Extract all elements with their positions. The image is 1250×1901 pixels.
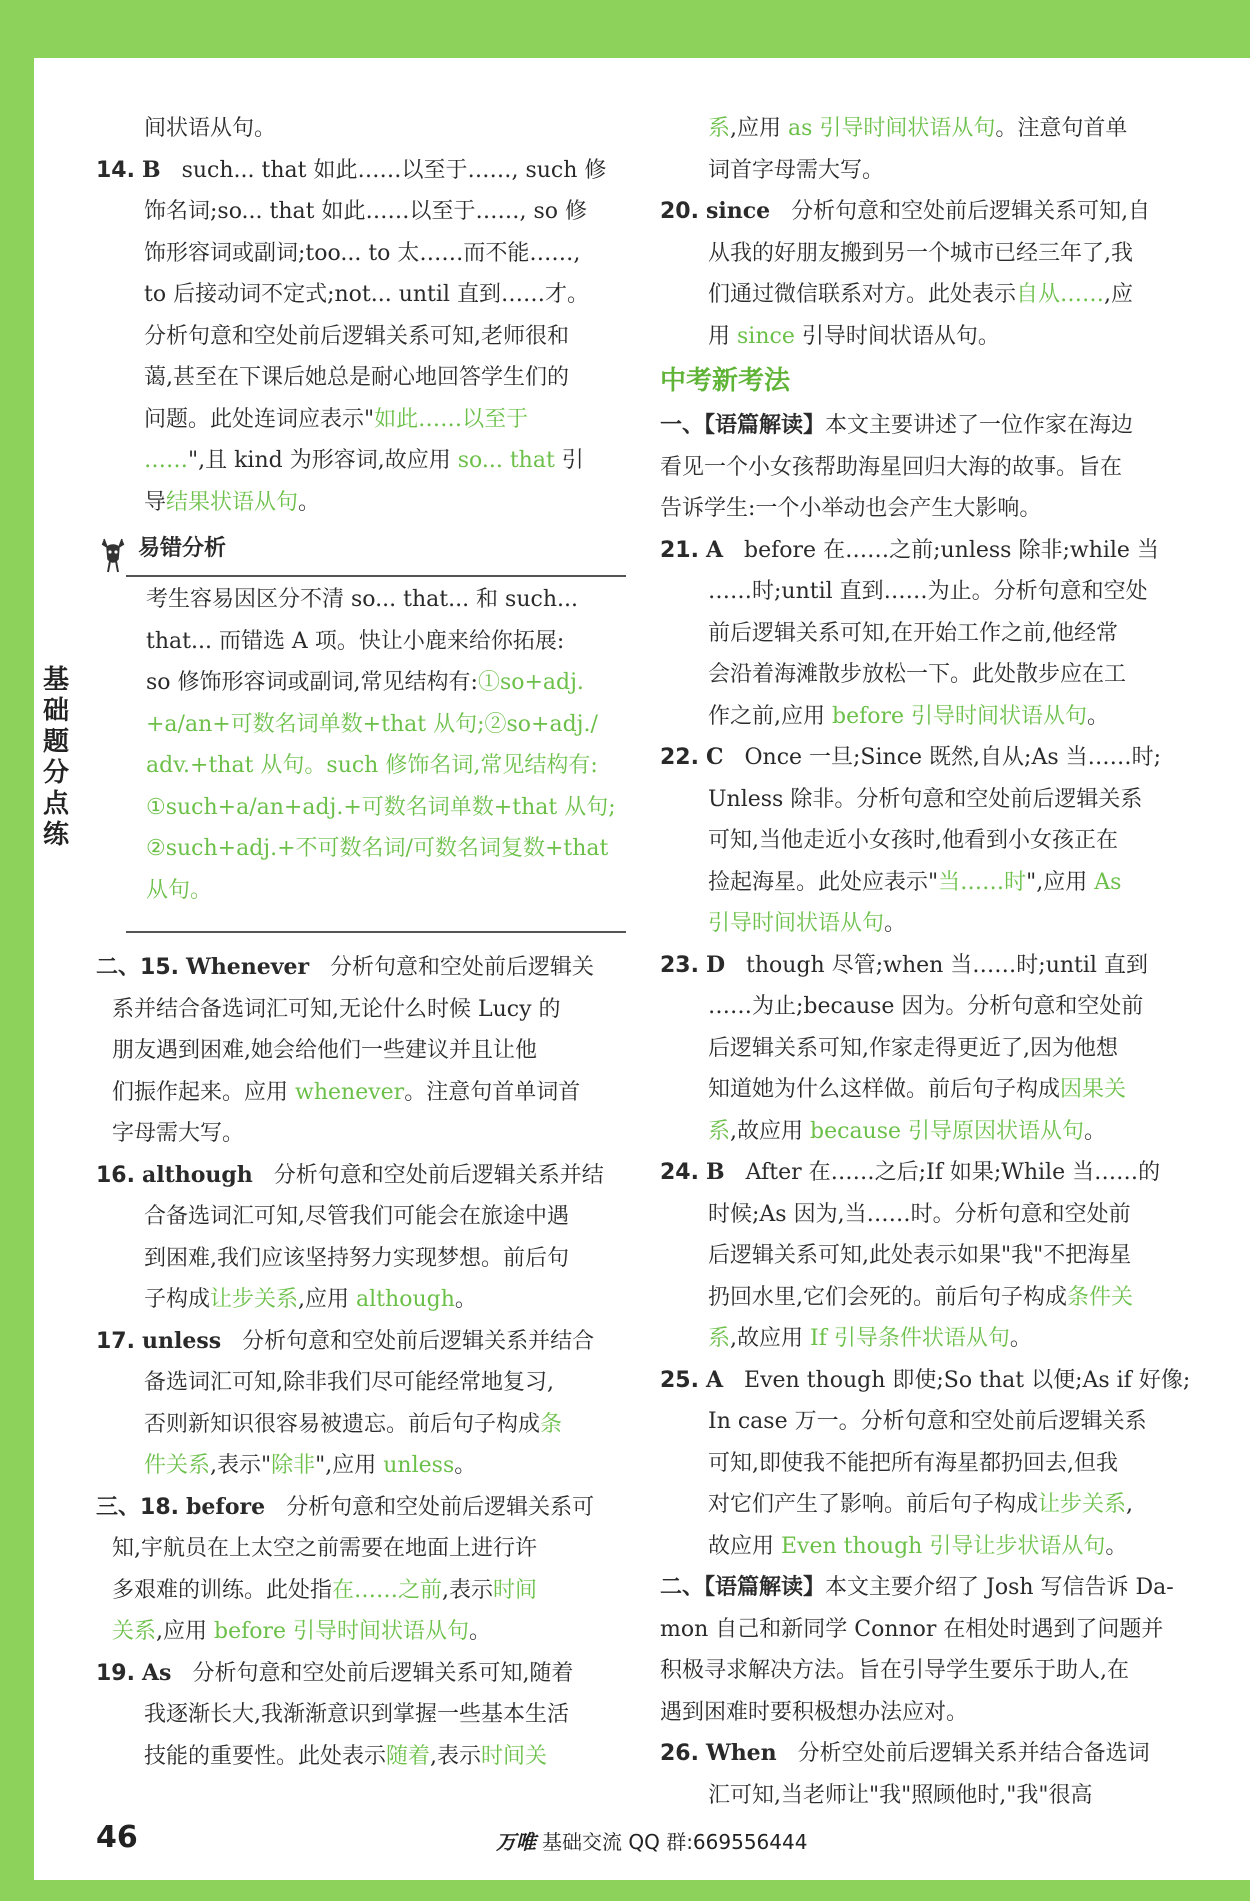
answer-14 [96, 150, 626, 192]
text-line: 后逻辑关系可知,此处表示如果"我"不把海星 [708, 1243, 1132, 1268]
text-line: 作之前,应用 before 引导时间状语从句。 [708, 703, 1110, 729]
answer-key: B [141, 156, 161, 183]
highlight: although [356, 1287, 455, 1312]
answer-26: 26. When 分析空处前后逻辑关系并结合备选词 [660, 1740, 1150, 1766]
answer-key: before [186, 1493, 266, 1520]
highlight: whenever [295, 1079, 405, 1105]
question-number: 23. [660, 952, 699, 978]
text-line: 们振作起来。应用 whenever。注意句首单词首 [112, 1079, 581, 1105]
bottom-band [0, 1880, 1250, 1901]
text-line: 朋友遇到困难,她会给他们一些建议并且让他 [112, 1038, 537, 1063]
text-line: ……",且 kind 为形容词,故应用 so... that 引 [144, 448, 584, 473]
text-line: 捡起海星。此处应表示"当……时",应用 As [708, 869, 1122, 895]
deer-icon [96, 535, 130, 573]
question-number: 26. [660, 1741, 699, 1766]
section-number: 三、 [96, 1494, 141, 1520]
section-title: 中考新考法 [660, 366, 791, 396]
error-analysis-title: 易错分析 [138, 535, 227, 561]
answer-19: 19. As 分析句意和空处前后逻辑关系可知,随着 [96, 1659, 574, 1686]
text-line: 们通过微信联系对方。此处表示自从……,应 [708, 282, 1134, 307]
text-line: 汇可知,当老师让"我"照顾他时,"我"很高 [708, 1782, 1093, 1808]
footer-text: 基础交流 QQ 群:669556444 [542, 1830, 808, 1854]
left-band [0, 0, 34, 1901]
error-analysis-box [96, 533, 626, 933]
text-line: 子构成让步关系,应用 although。 [144, 1287, 477, 1312]
error-analysis-header [96, 533, 626, 573]
text-line: 对它们产生了影响。前后句子构成让步关系, [708, 1492, 1134, 1517]
answer-key: A [705, 536, 724, 563]
text-line: +a/an+可数名词单数+that 从句;②so+adj./ [146, 711, 598, 737]
text-line: 扔回水里,它们会死的。前后句子构成条件关 [708, 1284, 1134, 1310]
text-line: 多艰难的训练。此处指在……之前,表示时间 [112, 1577, 538, 1603]
text-line: Unless 除非。分析句意和空处前后逻辑关系 [708, 786, 1143, 812]
highlight: 如此……以至于 [374, 406, 529, 432]
question-number: 17. [96, 1328, 135, 1354]
text-line: 系并结合备选词汇可知,无论什么时候 Lucy 的 [112, 996, 561, 1022]
text-line: that... 而错选 A 项。快让小鹿来给你拓展: [146, 628, 565, 654]
answer-25: 25. A Even though 即使;So that 以便;As if 好像; [660, 1366, 1191, 1393]
text-line: ……为止;because 因为。分析句意和空处前 [708, 994, 1144, 1019]
text-line: 词首字母需大写。 [708, 157, 885, 183]
text-line: 间状语从句。 [144, 116, 277, 141]
text-line: 时候;As 因为,当……时。分析句意和空处前 [708, 1201, 1131, 1227]
text-line: 积极寻求解决方法。旨在引导学生要乐于助人,在 [660, 1658, 1129, 1683]
text-line: so 修饰形容词或副词,常见结构有:①so+adj. [146, 670, 584, 695]
text-line: 备选词汇可知,除非我们尽可能经常地复习, [144, 1370, 554, 1395]
text-line: 看见一个小女孩帮助海星回归大海的故事。旨在 [660, 454, 1123, 480]
answer-key: although [141, 1161, 253, 1188]
text-line: 字母需大写。 [112, 1121, 245, 1146]
page-number: 46 [96, 1820, 138, 1855]
top-band [0, 0, 1250, 58]
text-line: 问题。此处连词应表示"如此……以至于 [144, 406, 529, 432]
side-tab-label: 基础题分点练 [42, 665, 69, 850]
answer-key: Whenever [186, 954, 310, 980]
text-line: 遇到困难时要积极想办法应对。 [660, 1699, 969, 1725]
highlight: 条 [540, 1411, 563, 1437]
text-line: 分析句意和空处前后逻辑关系可知,老师很和 [144, 323, 569, 349]
answer-key: C [705, 744, 724, 770]
text-line: to 后接动词不定式;not... until 直到……才。 [144, 282, 589, 307]
answer-17: 17. unless 分析句意和空处前后逻辑关系并结合 [96, 1327, 595, 1354]
text-line: adv.+that 从句。such 修饰名词,常见结构有: [146, 753, 598, 778]
text-line: 关系,应用 before 引导时间状语从句。 [112, 1619, 492, 1644]
question-number: 25. [660, 1367, 699, 1393]
text-line: 件关系,表示"除非",应用 unless。 [144, 1453, 477, 1478]
text-line: 知,宇航员在上太空之前需要在地面上进行许 [112, 1536, 537, 1561]
question-number: 19. [96, 1660, 135, 1686]
text-line: 故应用 Even though 引导让步状语从句。 [708, 1533, 1128, 1559]
text-line: 从句。 [146, 877, 213, 903]
divider [126, 931, 626, 933]
text-line: 系,应用 as 引导时间状语从句。注意句首单 [708, 116, 1128, 141]
text-line: In case 万一。分析句意和空处前后逻辑关系 [708, 1409, 1147, 1434]
text-line: 可知,即使我不能把所有海星都扔回去,但我 [708, 1450, 1118, 1476]
answer-20: 20. since 分析句意和空处前后逻辑关系可知,自 [660, 198, 1151, 224]
highlight: ①so+adj. [477, 670, 584, 695]
section-number: 二、 [96, 955, 141, 980]
highlight: so... that [457, 448, 555, 473]
text-line: 告诉学生:一个小举动也会产生大影响。 [660, 496, 1042, 521]
answer-key: B [705, 1159, 725, 1185]
answer-key: A [705, 1366, 724, 1393]
text-line: 前后逻辑关系可知,在开始工作之前,他经常 [708, 620, 1118, 646]
page-footer [96, 1820, 1196, 1860]
answer-23: 23. D though 尽管;when 当……时;until 直到 [660, 951, 1148, 978]
text-line: ①such+a/an+adj.+可数名词单数+that 从句; [146, 794, 616, 820]
question-number: 21. [660, 537, 699, 563]
text-line: 到困难,我们应该坚持努力实现梦想。前后句 [144, 1245, 569, 1271]
text-line: ……时;until 直到……为止。分析句意和空处 [708, 579, 1148, 604]
text-line: 会沿着海滩散步放松一下。此处散步应在工 [708, 662, 1127, 687]
left-column [96, 108, 626, 1777]
passage-summary: 一、【语篇解读】本文主要讲述了一位作家在海边 [660, 413, 1134, 438]
text-line: 饰名词;so... that 如此……以至于……, so 修 [144, 199, 588, 224]
text-line: 后逻辑关系可知,作家走得更近了,因为他想 [708, 1035, 1118, 1061]
footer-brand [496, 1826, 807, 1855]
text-line: 考生容易因区分不清 so... that... 和 such... [146, 587, 578, 612]
answer-key: since [705, 198, 771, 224]
text-line: 引导时间状语从句。 [708, 911, 907, 936]
answer-16: 16. although 分析句意和空处前后逻辑关系并结 [96, 1161, 604, 1188]
question-number: 15. [140, 955, 179, 980]
text-line: 系,故应用 If 引导条件状语从句。 [708, 1326, 1032, 1351]
question-number: 18. [140, 1494, 179, 1520]
text-line: mon 自己和新同学 Connor 在相处时遇到了问题并 [660, 1616, 1164, 1642]
question-number: 14. [96, 157, 135, 183]
error-analysis-body [96, 577, 626, 911]
question-number: 24. [660, 1160, 699, 1185]
text-line: ②such+adj.+不可数名词/可数名词复数+that [146, 836, 609, 861]
text-line: 从我的好朋友搬到另一个城市已经三年了,我 [708, 240, 1133, 266]
question-number: 16. [96, 1162, 135, 1188]
right-column [660, 108, 1200, 1816]
answer-18: 三、18. before 分析句意和空处前后逻辑关系可 [96, 1493, 595, 1520]
answer-15: 二、15. Whenever 分析句意和空处前后逻辑关 [96, 954, 595, 980]
answer-24: 24. B After 在……之后;If 如果;While 当……的 [660, 1159, 1161, 1185]
text-line: 饰形容词或副词;too... to 太……而不能……, [144, 240, 581, 266]
text-line: 合备选词汇可知,尽管我们可能会在旅途中遇 [144, 1204, 569, 1229]
text-line: 否则新知识很容易被遗忘。前后句子构成条 [144, 1411, 563, 1437]
passage-tag: 【语篇解读】 [704, 413, 826, 438]
passage-tag: 【语篇解读】 [704, 1575, 826, 1600]
text-line: 用 since 引导时间状语从句。 [708, 323, 1000, 349]
text-line: 导结果状语从句。 [144, 489, 321, 515]
text-line: 蔼,甚至在下课后她总是耐心地回答学生们的 [144, 365, 569, 390]
text-line: 可知,当他走近小女孩时,他看到小女孩正在 [708, 828, 1118, 853]
answer-key: unless [141, 1327, 222, 1354]
question-number: 22. [660, 745, 699, 770]
answer-key: As [141, 1659, 172, 1686]
passage-summary: 二、【语篇解读】本文主要介绍了 Josh 写信告诉 Da- [660, 1575, 1174, 1600]
answer-key: When [705, 1740, 777, 1766]
answer-key: D [705, 951, 726, 978]
answer-22: 22. C Once 一旦;Since 既然,自从;As 当……时; [660, 744, 1162, 770]
highlight: 让步关系 [210, 1287, 299, 1312]
text-line: 知道她为什么这样做。前后句子构成因果关 [708, 1077, 1127, 1102]
text-line: 我逐渐长大,我渐渐意识到掌握一些基本生活 [144, 1702, 569, 1727]
text-line: such... that 如此……以至于……, such 修 [181, 157, 607, 183]
answer-21: 21. A before 在……之前;unless 除非;while 当 [660, 536, 1159, 563]
brand-logo: 万唯 [496, 1830, 536, 1854]
text-line: 技能的重要性。此处表示随着,表示时间关 [144, 1743, 548, 1769]
text-line: 系,故应用 because 引导原因状语从句。 [708, 1118, 1107, 1144]
question-number: 20. [660, 199, 699, 224]
highlight: 结果状语从句 [166, 489, 299, 515]
